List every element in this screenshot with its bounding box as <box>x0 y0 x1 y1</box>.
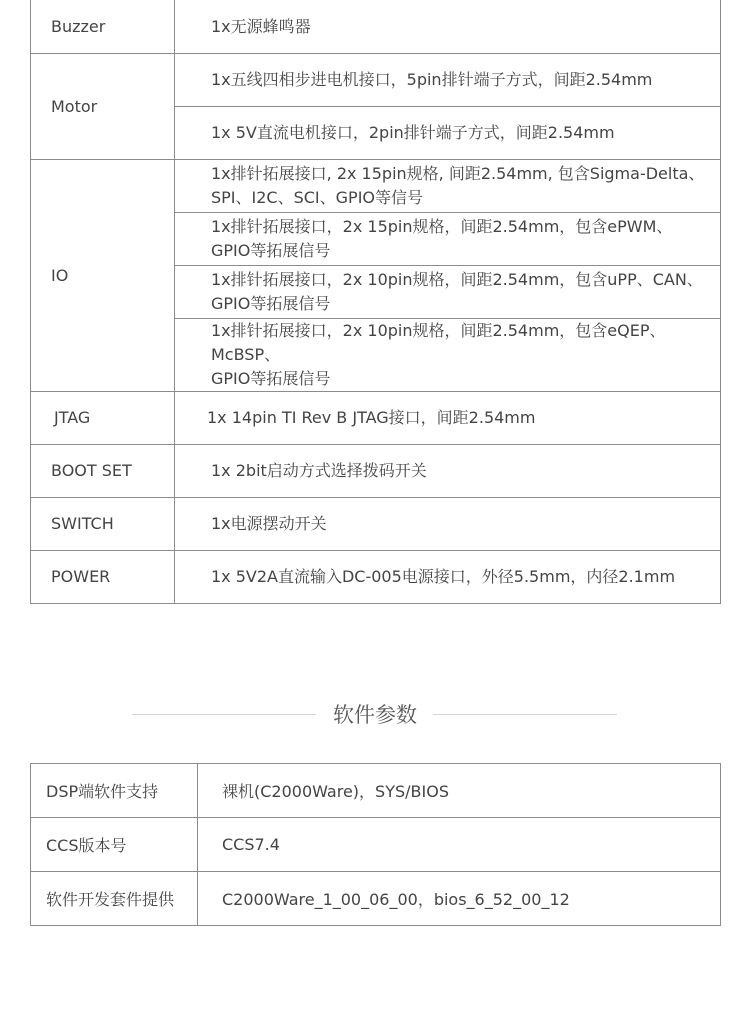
table-row <box>31 551 721 604</box>
row-label-buzzer: Buzzer <box>31 0 175 54</box>
row-label-dsp-software: DSP端软件支持 <box>31 764 198 818</box>
io-1-line-1: 1x排针拓展接口, 2x 15pin规格, 间距2.54mm, 包含Sigma-Delta、 <box>211 164 705 183</box>
row-label-ccs-version: CCS版本号 <box>31 818 198 872</box>
row-label-jtag: JTAG <box>31 392 175 445</box>
io-4-line-1: 1x排针拓展接口，2x 10pin规格，间距2.54mm，包含eQEP、McBSP、 <box>211 321 666 364</box>
software-section-heading <box>0 700 750 730</box>
io-2-line-2: GPIO等拓展信号 <box>211 241 331 260</box>
row-value-switch: 1x电源摆动开关 <box>175 498 721 551</box>
table-row <box>31 160 721 213</box>
row-value-dsp-software: 裸机(C2000Ware)，SYS/BIOS <box>198 764 721 818</box>
heading-divider-right <box>433 714 617 715</box>
row-value-ccs-version: CCS7.4 <box>198 818 721 872</box>
io-3-line-1: 1x排针拓展接口，2x 10pin规格，间距2.54mm，包含uPP、CAN、 <box>211 270 703 289</box>
table-row <box>31 872 721 926</box>
io-4-line-2: GPIO等拓展信号 <box>211 369 331 388</box>
row-value-sdk: C2000Ware_1_00_06_00，bios_6_52_00_12 <box>198 872 721 926</box>
row-label-boot-set: BOOT SET <box>31 445 175 498</box>
row-value-power: 1x 5V2A直流输入DC-005电源接口，外径5.5mm，内径2.1mm <box>175 551 721 604</box>
io-1-line-2: SPI、I2C、SCI、GPIO等信号 <box>211 188 424 207</box>
table-row <box>31 392 721 445</box>
row-value-motor-2: 1x 5V直流电机接口，2pin排针端子方式，间距2.54mm <box>175 107 721 160</box>
io-2-line-1: 1x排针拓展接口，2x 15pin规格，间距2.54mm，包含ePWM、 <box>211 217 673 236</box>
row-label-io: IO <box>31 160 175 392</box>
row-value-io-1 <box>175 160 721 213</box>
row-label-power: POWER <box>31 551 175 604</box>
table-row <box>31 0 721 54</box>
software-spec-table <box>30 763 721 926</box>
row-label-motor: Motor <box>31 54 175 160</box>
row-value-jtag: 1x 14pin TI Rev B JTAG接口，间距2.54mm <box>175 392 721 445</box>
row-value-io-4 <box>175 319 721 392</box>
row-value-io-2 <box>175 213 721 266</box>
software-section-title: 软件参数 <box>333 703 417 727</box>
row-label-switch: SWITCH <box>31 498 175 551</box>
row-value-motor-1: 1x五线四相步进电机接口，5pin排针端子方式，间距2.54mm <box>175 54 721 107</box>
row-value-boot-set: 1x 2bit启动方式选择拨码开关 <box>175 445 721 498</box>
table-row <box>31 54 721 107</box>
table-row <box>31 498 721 551</box>
table-row <box>31 818 721 872</box>
table-row <box>31 764 721 818</box>
table-row <box>31 445 721 498</box>
row-value-buzzer: 1x无源蜂鸣器 <box>175 0 721 54</box>
io-3-line-2: GPIO等拓展信号 <box>211 294 331 313</box>
row-label-sdk: 软件开发套件提供 <box>31 872 198 926</box>
hardware-spec-table <box>30 0 721 604</box>
row-value-io-3 <box>175 266 721 319</box>
